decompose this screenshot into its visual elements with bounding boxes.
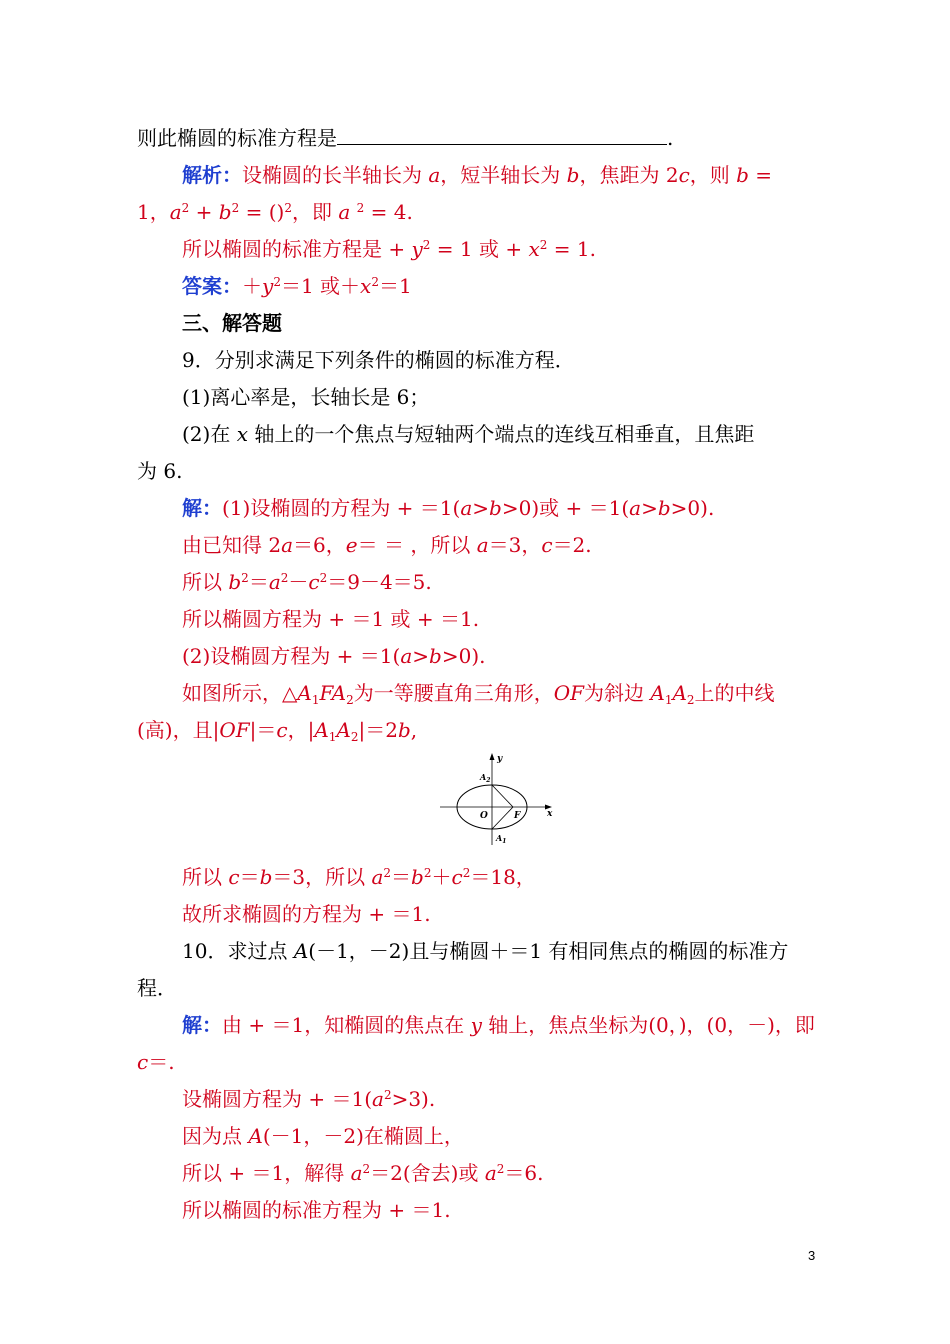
answer-label: 答案： xyxy=(182,274,242,298)
solution-line: 所以 + ＝1，解得 $a^2=2$(舍去)或 $a^2=6$. xyxy=(182,1161,544,1185)
solution-label: 解： xyxy=(182,1013,222,1037)
solution-line: (高)，且|OF|＝c，$|A_1A_2|=2b$, xyxy=(137,718,418,744)
solution-line: c＝. xyxy=(137,1050,175,1074)
vertex-a1-label: $A_1$ xyxy=(496,833,507,845)
question-line: 则此椭圆的标准方程是 . xyxy=(137,126,674,150)
origin-label: O xyxy=(480,811,488,821)
solution-line: 如图所示，$\triangle A_1FA_2$为一等腰直角三角形，OF为斜边 $A_1A_2$上的中线 xyxy=(182,681,775,707)
question-title: 9．分别求满足下列条件的椭圆的标准方程． xyxy=(182,348,575,372)
page-number: 3 xyxy=(808,1248,816,1263)
solution-line: 解：由 + ＝1，知椭圆的焦点在 y 轴上，焦点坐标为(0，)，(0，－)，即 xyxy=(182,1013,815,1037)
solution-line: 所以椭圆方程为 + ＝1 或 + ＝1. xyxy=(182,607,480,631)
solution-line: 1，$a^2 + b^2 = ()^2$，即 a $^2$ = 4. xyxy=(137,200,413,224)
vertex-a2-label: $A_2$ xyxy=(480,772,491,784)
question-title: 10．求过点 A(－1，－2)且与椭圆＋＝1 有相同焦点的椭圆的标准方 xyxy=(182,939,789,963)
solution-line: 因为点 A(－1，－2)在椭圆上， xyxy=(182,1124,464,1148)
solution-line: 所以 $b^2=a^2-c^2=9-4=5$. xyxy=(182,570,432,594)
y-axis-label: y xyxy=(497,754,503,764)
solution-line: 解析：设椭圆的长半轴长为 a，短半轴长为 b，焦距为 2c，则 b = xyxy=(182,163,773,187)
question-line: 程． xyxy=(137,976,177,1000)
question-line: (2)在 x 轴上的一个焦点与短轴两个端点的连线互相垂直，且焦距 xyxy=(182,422,755,446)
solution-line: 由已知得 2a＝6，e＝ ＝ ，所以 a＝3，c＝2. xyxy=(182,533,592,557)
solution-line: 所以椭圆的标准方程是 + $y^2 = 1$ 或 + $x^2 = 1$. xyxy=(182,237,596,261)
solution-line: 故所求椭圆的方程为 + ＝1. xyxy=(182,902,431,926)
solution-line: 设椭圆方程为 + $=1(a^2>3)$. xyxy=(182,1087,436,1111)
focus-label: F xyxy=(514,811,521,821)
ellipse-diagram xyxy=(440,750,560,850)
question-line: 为 6. xyxy=(137,459,183,483)
answer-blank xyxy=(337,126,667,145)
solution-label: 解： xyxy=(182,496,222,520)
answer-line: 答案：$+y^2=1$ 或$+x^2=1$ xyxy=(182,274,412,298)
solution-line: 解：(1)设椭圆的方程为 + ＝1(a>b>0)或 + ＝1(a>b>0). xyxy=(182,496,715,520)
section-heading: 三、解答题 xyxy=(182,311,282,335)
solution-line: (2)设椭圆方程为 + ＝1(a>b>0). xyxy=(182,644,486,668)
solution-line: 所以椭圆的标准方程为 + ＝1. xyxy=(182,1198,451,1222)
analysis-label: 解析： xyxy=(182,163,242,187)
question-line: (1)离心率是，长轴长是 6； xyxy=(182,385,430,409)
x-axis-label: x xyxy=(547,809,553,819)
solution-line: 所以 c＝b＝3，所以 $a^2=b^2+c^2=18$， xyxy=(182,865,536,889)
